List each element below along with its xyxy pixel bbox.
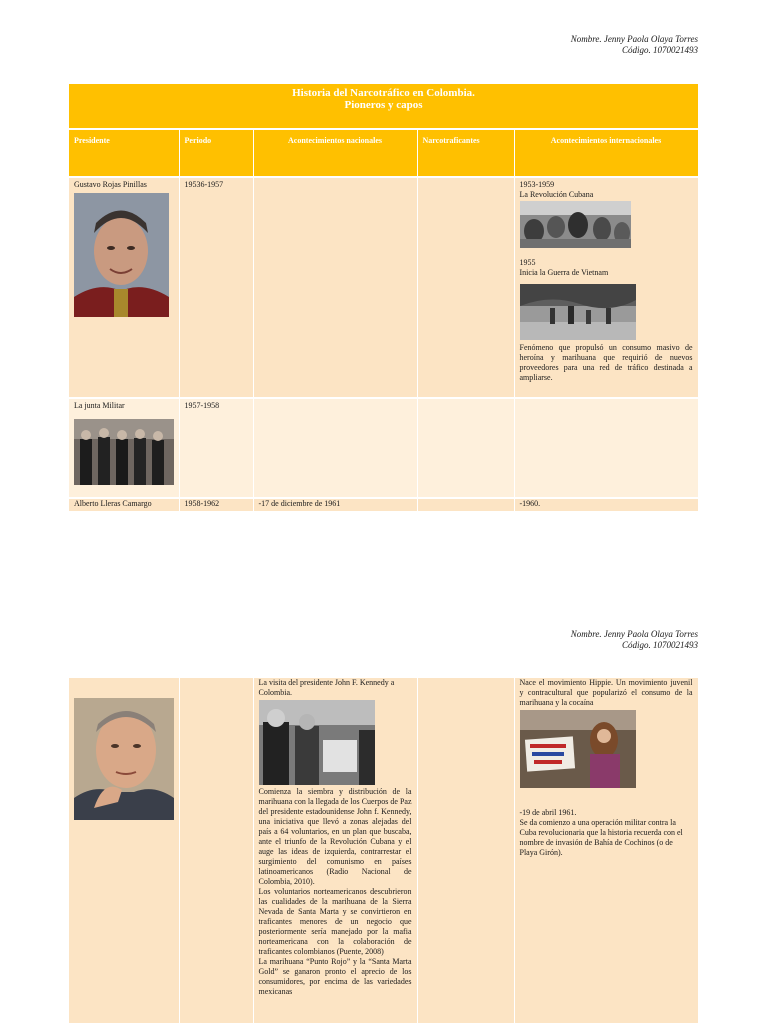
president-name: Gustavo Rojas Pinillas xyxy=(74,180,147,189)
author-code: Código. 1070021493 xyxy=(621,45,698,55)
volunteers-text: Los voluntarios norteamericanos descubrieron las cualidades de la marihuana de la Sierra Nevada de Santa Marta y se convirtieron en traficantes menores de un negocio que posteriormente sería manejado por la mafia norteamericana con la colaboración de traficantes colombianos (Puente, 2008) xyxy=(258,887,412,956)
title-line-2: Pioneros y capos xyxy=(344,99,423,111)
president-cell xyxy=(69,398,179,498)
kennedy-peace-corps-text: Comienza la siembra y distribución de la marihuana con la llegada de los Cuerpos de Paz del presidente estadounidense John f. Kennedy, una iniciativa que llevó a zonas alejadas del país a 64 voluntarios, en un plan que buscaba, ante el triunfo de la Revolución Cubana y el auge las ideas de izquierda, contrarrestar el surgimiento del comunismo en países latinoamericanos (Radio Nacional de Colombia, 2010). xyxy=(258,787,412,886)
photo-hippie-movement xyxy=(520,710,636,788)
period-cell: 19536-1957 xyxy=(179,177,253,398)
col-header-traffickers: Narcotraficantes xyxy=(417,130,514,177)
kennedy-visit-text: La visita del presidente John F. Kennedy a Colombia. xyxy=(258,678,395,697)
document-title xyxy=(69,84,698,130)
national-cell xyxy=(253,398,417,498)
author-name: Nombre. Jenny Paola Olaya Torres xyxy=(570,629,698,639)
national-cell xyxy=(253,177,417,398)
vietnam-note: Fenómeno que propulsó un consumo masivo de heroína y marihuana que requirió de nuevos proveedores para una red de tráfico destinada a ampliarse. xyxy=(519,343,693,382)
traffickers-cell xyxy=(417,177,514,398)
table-header-row xyxy=(69,130,698,177)
traffickers-cell xyxy=(417,678,514,1024)
col-header-period: Periodo xyxy=(179,130,253,177)
national-date: -17 de diciembre de 1961 xyxy=(253,498,417,511)
portrait-rojas-pinilla xyxy=(74,193,169,317)
bay-of-pigs-text: Se da comienzo a una operación militar contra la Cuba revolucionaria que la historia recuerda con el nombre de invasión de Bahía de Cochinos (o de Playa Girón). xyxy=(519,818,683,857)
bay-of-pigs-date: -19 de abril 1961. xyxy=(519,808,577,817)
photo-cuban-revolution xyxy=(520,201,631,248)
event-vietnam-war: Inicia la Guerra de Vietnam xyxy=(519,268,609,277)
traffickers-cell xyxy=(417,398,514,498)
santa-marta-gold-text: La marihuana “Punto Rojo” y la “Santa Marta Gold” se ganaron pronto el aprecio de los consumidores, por encima de las variedades mexicanas xyxy=(258,957,412,996)
national-cell xyxy=(253,678,417,1024)
event-years-cuban-revolution: 1953-1959 xyxy=(519,180,555,189)
table-row xyxy=(69,678,698,1024)
international-cell xyxy=(514,678,698,1024)
portrait-lleras-camargo xyxy=(74,698,174,820)
president-name: La junta Militar xyxy=(74,401,125,410)
photo-military-junta xyxy=(74,419,174,485)
title-line-1: Historia del Narcotráfico en Colombia. xyxy=(292,87,475,99)
col-header-international: Acontecimientos internacionales xyxy=(514,130,698,177)
period-cell: 1957-1958 xyxy=(179,398,253,498)
author-block xyxy=(571,34,698,56)
col-header-president: Presidente xyxy=(69,130,179,177)
author-block-page2 xyxy=(571,629,698,651)
hippie-movement-text: Nace el movimiento Hippie. Un movimiento juvenil y contracultural que popularizó el consumo de la marihuana y la cocaína xyxy=(519,678,693,707)
table-row xyxy=(69,177,698,398)
photo-vietnam-war xyxy=(520,284,636,340)
col-header-national: Acontecimientos nacionales xyxy=(253,130,417,177)
history-table xyxy=(69,130,699,511)
event-year-vietnam: 1955 xyxy=(519,258,536,267)
event-cuban-revolution: La Revolución Cubana xyxy=(519,190,594,199)
photo-kennedy-visit xyxy=(259,700,375,785)
author-name: Nombre. Jenny Paola Olaya Torres xyxy=(570,34,698,44)
president-cell xyxy=(69,177,179,398)
table-row xyxy=(69,398,698,498)
president-cell xyxy=(69,678,179,1024)
traffickers-cell xyxy=(417,498,514,511)
author-code: Código. 1070021493 xyxy=(621,640,698,650)
history-table-continued xyxy=(69,678,699,1025)
international-cell xyxy=(514,398,698,498)
period-cell: 1958-1962 xyxy=(179,498,253,511)
table-row xyxy=(69,498,698,511)
international-cell xyxy=(514,177,698,398)
period-cell xyxy=(179,678,253,1024)
international-date: -1960. xyxy=(514,498,698,511)
president-name: Alberto Lleras Camargo xyxy=(69,498,179,511)
